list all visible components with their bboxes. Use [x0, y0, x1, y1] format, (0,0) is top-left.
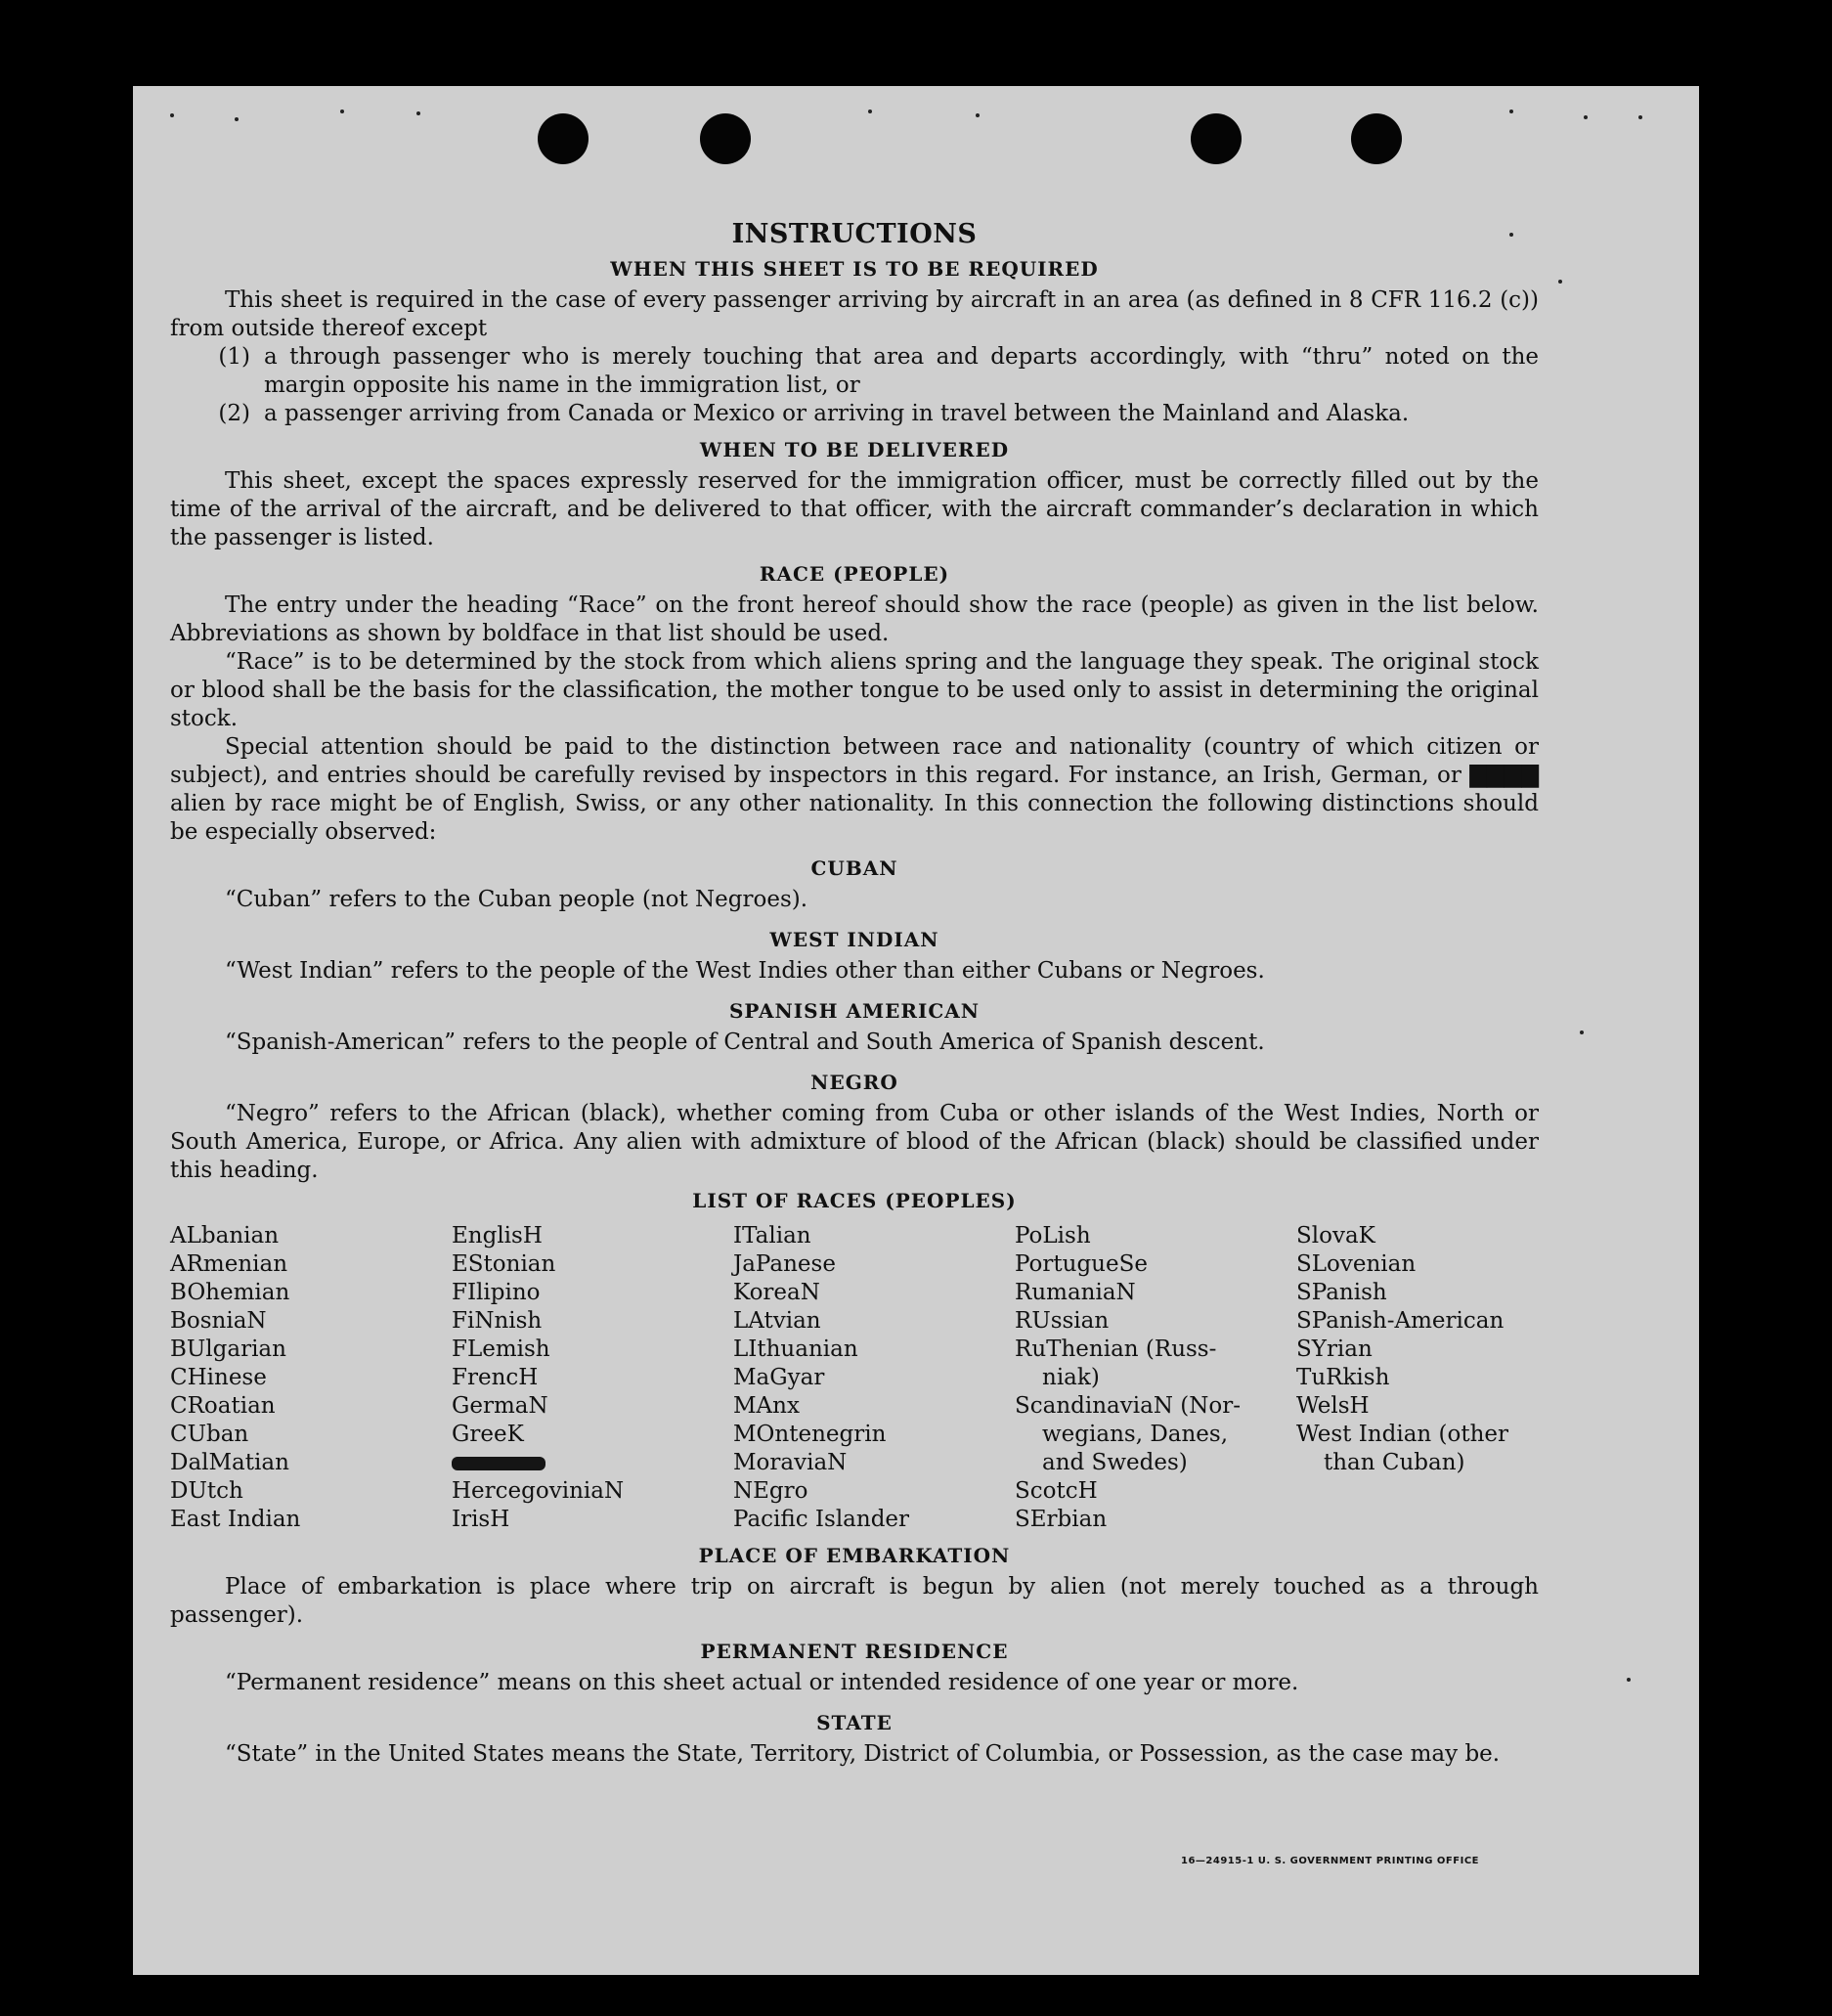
- race-entry: PortugueSe: [1015, 1251, 1148, 1277]
- west-indian-text: “West Indian” refers to the people of the West Indies other than either Cubans or Negroes.: [225, 958, 1265, 984]
- heading-west-indian: WEST INDIAN: [769, 928, 939, 951]
- heading-list-of-races: LIST OF RACES (PEOPLES): [692, 1189, 1017, 1212]
- race-entry: NEgro: [733, 1478, 808, 1504]
- race-entry: BOhemian: [170, 1280, 290, 1305]
- races-column: [1296, 1222, 1578, 1534]
- race-entry: MoraviaN: [733, 1450, 848, 1475]
- speck: [1558, 280, 1562, 284]
- race-entry: EStonian: [452, 1251, 556, 1277]
- speck: [1627, 1678, 1631, 1682]
- race-entry: RuThenian (Russ-: [1015, 1337, 1217, 1362]
- speck: [340, 110, 344, 113]
- embarkation-text: Place of embarkation is place where trip on aircraft is begun by alien (not merely touched as a through passenger).: [170, 1574, 1539, 1628]
- race-entry: HercegoviniaN: [452, 1478, 625, 1504]
- race-entry: GermaN: [452, 1393, 548, 1419]
- heading-state: STATE: [816, 1711, 893, 1734]
- race-entry: MAnx: [733, 1393, 800, 1419]
- race-entry: West Indian (other: [1296, 1422, 1509, 1447]
- race-entry: MOntenegrin: [733, 1422, 887, 1447]
- speck: [416, 111, 420, 115]
- speck: [1638, 115, 1642, 119]
- exception-text: a passenger arriving from Canada or Mexico or arriving in travel between the Mainland and Alaska.: [264, 401, 1410, 426]
- race-entry: CUban: [170, 1422, 249, 1447]
- race-entry: CHinese: [170, 1365, 267, 1390]
- speck: [1580, 1030, 1584, 1034]
- race-entry: EnglisH: [452, 1223, 543, 1249]
- exception-number: (2): [218, 401, 250, 426]
- race-entry: FIlipino: [452, 1280, 541, 1305]
- exception-item: [170, 343, 1539, 400]
- race-entry: LAtvian: [733, 1308, 821, 1334]
- race-paragraph-2: “Race” is to be determined by the stock from which aliens spring and the language they speak. The original stock or blood shall be the basis for the classification, the mother tongue to be used only to assist in determining the original stock.: [170, 649, 1539, 731]
- race-entry: MaGyar: [733, 1365, 825, 1390]
- race-entry: CRoatian: [170, 1393, 276, 1419]
- spanish-american-text: “Spanish-American” refers to the people of Central and South America of Spanish descent.: [225, 1030, 1265, 1055]
- race-paragraph-3: Special attention should be paid to the distinction between race and nationality (country of which citizen or subject), and entries should be carefully revised by inspectors in this regard. For instance, an Irish, German, or ▇▇▇▇ alien by race might be of English, Swiss, or any other nationality. In this connection the following distinctions should be especially observed:: [170, 734, 1539, 845]
- speck: [170, 113, 174, 117]
- race-entry: DalMatian: [170, 1450, 289, 1475]
- race-entry: GreeK: [452, 1422, 524, 1447]
- punch-hole: [1191, 113, 1242, 164]
- heading-when-required: WHEN THIS SHEET IS TO BE REQUIRED: [610, 257, 1099, 281]
- race-entry: FLemish: [452, 1337, 550, 1362]
- race-entry-continued: wegians, Danes,: [1042, 1422, 1229, 1447]
- race-entry: ALbanian: [170, 1223, 280, 1249]
- when-required-intro: This sheet is required in the case of every passenger arriving by aircraft in an area (as defined in 8 CFR 116.2 (c)) from outside thereof except: [170, 287, 1539, 341]
- races-column: [1015, 1222, 1296, 1534]
- heading-when-delivered: WHEN TO BE DELIVERED: [699, 438, 1010, 461]
- heading-negro: NEGRO: [810, 1071, 898, 1094]
- race-entry: SYrian: [1296, 1337, 1373, 1362]
- race-entry: JaPanese: [733, 1251, 836, 1277]
- races-column: [452, 1222, 733, 1534]
- race-entry: East Indian: [170, 1507, 301, 1532]
- permanent-residence-text: “Permanent residence” means on this sheet actual or intended residence of one year or more.: [225, 1670, 1299, 1695]
- punch-hole: [700, 113, 751, 164]
- race-entry: SErbian: [1015, 1507, 1108, 1532]
- race-entry: SlovaK: [1296, 1223, 1375, 1249]
- redacted-race-entry: [452, 1449, 733, 1477]
- negro-text: “Negro” refers to the African (black), whether coming from Cuba or other islands of the West Indies, North or South America, Europe, or Africa. Any alien with admixture of blood of the African (black) should be classified under this heading.: [170, 1101, 1539, 1183]
- race-entry: DUtch: [170, 1478, 243, 1504]
- race-entry: FrencH: [452, 1365, 539, 1390]
- page-title: INSTRUCTIONS: [731, 219, 978, 249]
- race-entry: FiNnish: [452, 1308, 543, 1334]
- redaction-mark: [452, 1457, 545, 1470]
- races-column: [733, 1222, 1015, 1534]
- exception-text: a through passenger who is merely touching that area and departs accordingly, with “thru” noted on the margin opposite his name in the immigration list, or: [264, 344, 1539, 398]
- heading-embarkation: PLACE OF EMBARKATION: [698, 1544, 1011, 1567]
- heading-permanent-residence: PERMANENT RESIDENCE: [700, 1640, 1009, 1663]
- speck: [976, 113, 980, 117]
- race-entry-continued: than Cuban): [1324, 1450, 1465, 1475]
- instruction-sheet: [133, 86, 1699, 1975]
- race-entry: ITalian: [733, 1223, 811, 1249]
- race-entry: RUssian: [1015, 1308, 1110, 1334]
- race-entry: ARmenian: [170, 1251, 288, 1277]
- race-paragraph-1: The entry under the heading “Race” on the front hereof should show the race (people) as given in the list below. Abbreviations as shown by boldface in that list should be used.: [170, 592, 1539, 646]
- when-delivered-text: This sheet, except the spaces expressly reserved for the immigration officer, must be correctly filled out by the time of the arrival of the aircraft, and be delivered to that officer, with the aircraft commander’s declaration in which the passenger is listed.: [170, 468, 1539, 550]
- race-entry: SPanish: [1296, 1280, 1387, 1305]
- race-entry-continued: and Swedes): [1042, 1450, 1188, 1475]
- speck: [1509, 110, 1513, 113]
- speck: [1584, 115, 1588, 119]
- heading-spanish-american: SPANISH AMERICAN: [728, 999, 981, 1023]
- race-entry: IrisH: [452, 1507, 510, 1532]
- race-entry: Pacific Islander: [733, 1507, 910, 1532]
- race-entry: BUlgarian: [170, 1337, 286, 1362]
- heading-cuban: CUBAN: [810, 856, 898, 880]
- race-entry: PoLish: [1015, 1223, 1091, 1249]
- cuban-text: “Cuban” refers to the Cuban people (not Negroes).: [225, 887, 808, 912]
- race-entry: BosniaN: [170, 1308, 267, 1334]
- races-column: [170, 1222, 452, 1534]
- printing-office-code: 16—24915-1 U. S. GOVERNMENT PRINTING OFFICE: [1181, 1856, 1479, 1866]
- speck: [868, 110, 872, 113]
- speck: [235, 117, 239, 121]
- race-entry: WelsH: [1296, 1393, 1370, 1419]
- races-list: [170, 1222, 1539, 1534]
- punch-hole: [538, 113, 589, 164]
- exception-number: (1): [218, 344, 250, 370]
- race-entry: SPanish-American: [1296, 1308, 1505, 1334]
- state-text: “State” in the United States means the State, Territory, District of Columbia, or Possession, as the case may be.: [225, 1741, 1501, 1767]
- race-entry: SLovenian: [1296, 1251, 1417, 1277]
- document-body: [170, 219, 1539, 1769]
- race-entry-continued: niak): [1042, 1365, 1100, 1390]
- race-entry: LIthuanian: [733, 1337, 858, 1362]
- heading-race: RACE (PEOPLE): [759, 562, 950, 586]
- exception-item: [170, 400, 1539, 428]
- race-entry: ScotcH: [1015, 1478, 1098, 1504]
- race-entry: TuRkish: [1296, 1365, 1390, 1390]
- punch-hole: [1351, 113, 1402, 164]
- race-entry: RumaniaN: [1015, 1280, 1136, 1305]
- race-entry: ScandinaviaN (Nor-: [1015, 1393, 1241, 1419]
- race-entry: KoreaN: [733, 1280, 820, 1305]
